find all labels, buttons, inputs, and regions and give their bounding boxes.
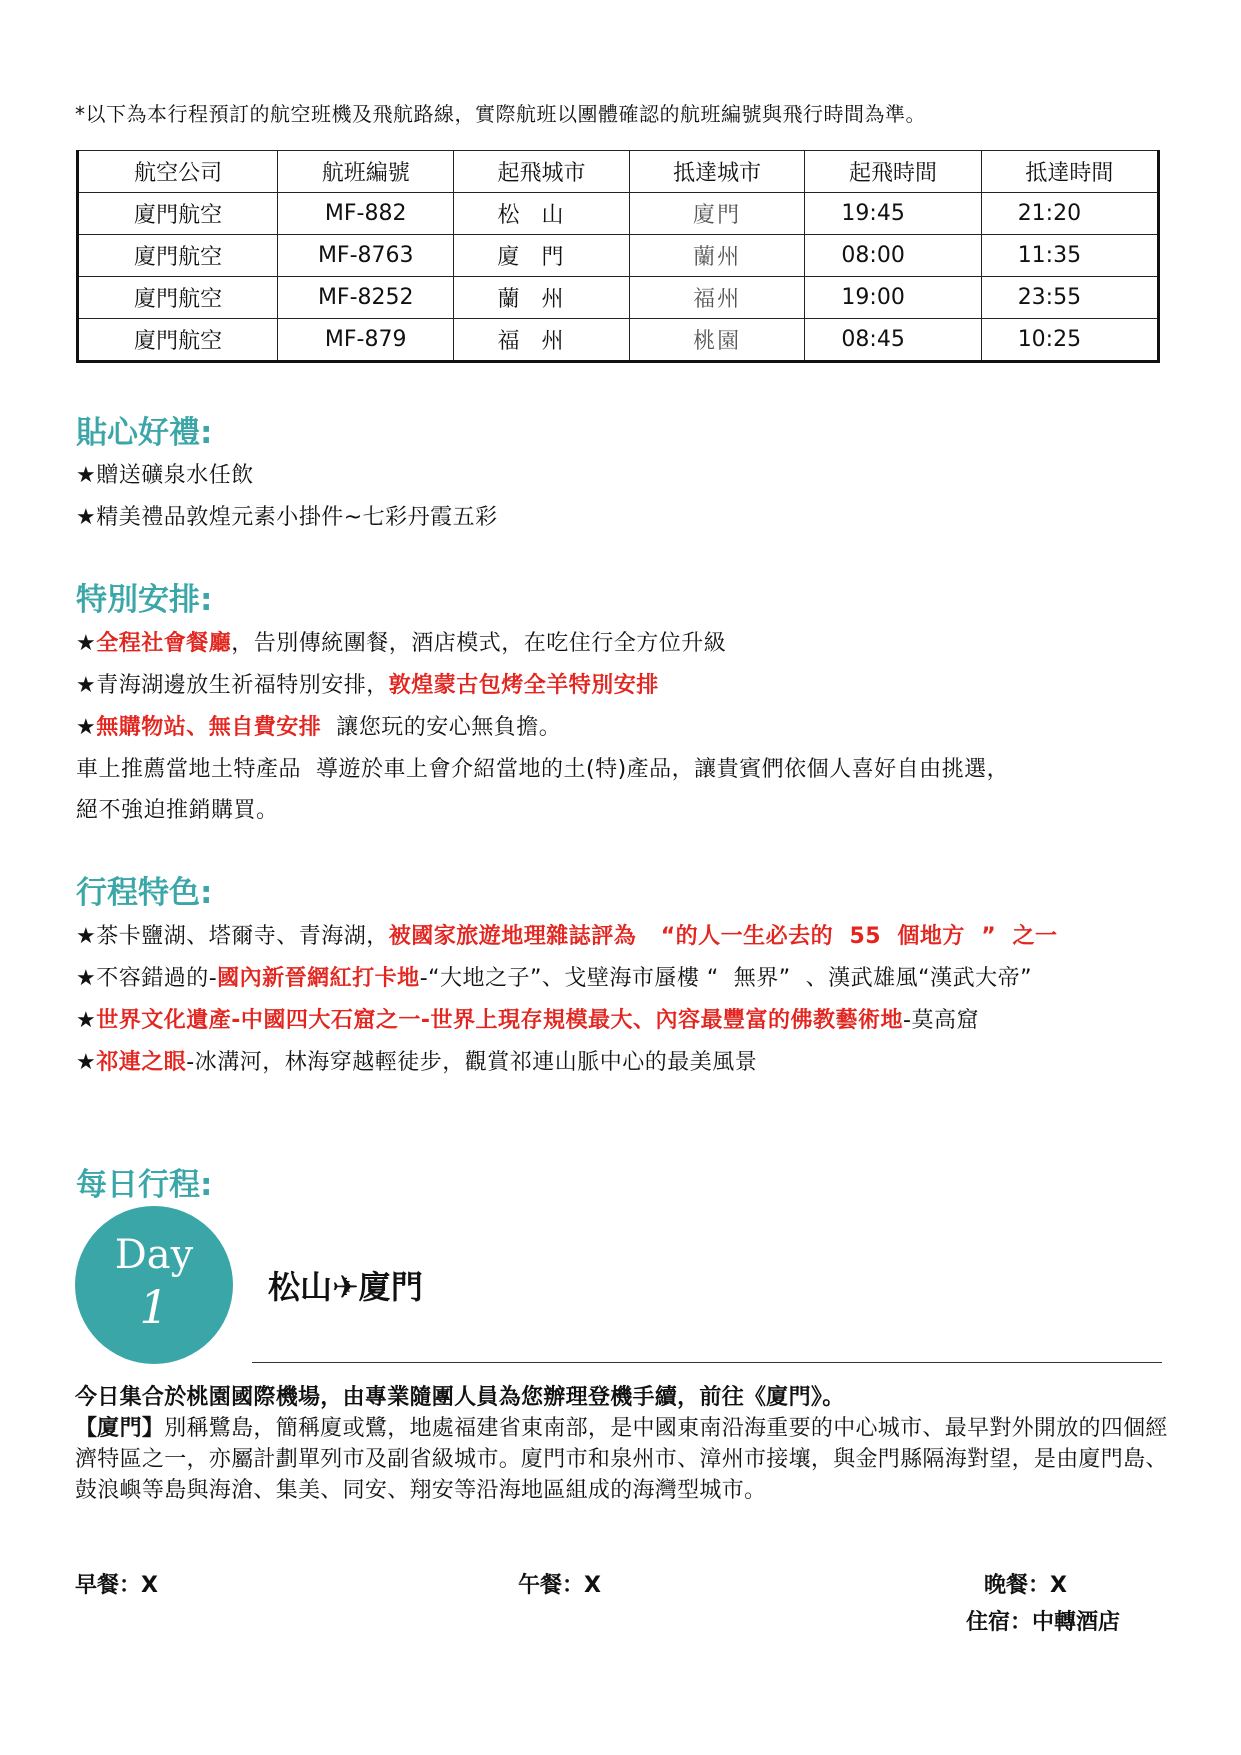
feature-item <box>76 919 1058 950</box>
table-row <box>78 193 1159 235</box>
col-flight-no: 航班編號 <box>278 151 454 193</box>
day-label: Day <box>114 1232 194 1278</box>
flight-notice: *以下為本行程預訂的航空班機及飛航路線，實際航班以團體確認的航班編號與飛行時間為準。 <box>75 102 926 126</box>
table-row <box>78 235 1159 277</box>
cell-from: 廈門 <box>454 235 630 277</box>
day-route-title: 松山✈廈門 <box>268 1268 423 1306</box>
cell-flight: MF-8252 <box>278 277 454 319</box>
cell-flight: MF-8763 <box>278 235 454 277</box>
item-text: 讓您玩的安心無負擔。 <box>321 715 562 740</box>
cell-arr: 23:55 <box>981 277 1158 319</box>
cell-to: 福州 <box>629 277 805 319</box>
star-icon: ★ <box>76 631 97 656</box>
hotel-info: 住宿：中轉酒店 <box>966 1610 1121 1635</box>
features-heading: 行程特色: <box>76 875 213 911</box>
daily-heading: 每日行程: <box>76 1167 213 1203</box>
cell-arr: 11:35 <box>981 235 1158 277</box>
cell-to: 桃園 <box>629 319 805 362</box>
special-item: 車上推薦當地土特產品 導遊於車上會介紹當地的土(特)產品，讓貴賓們依個人喜好自由挑選， <box>76 757 1010 782</box>
item-text: -莫高窟 <box>903 1008 979 1033</box>
city-description <box>75 1413 1175 1506</box>
star-icon: ★ <box>76 715 97 740</box>
item-text: -冰溝河，林海穿越輕徒步，觀賞祁連山脈中心的最美風景 <box>186 1050 758 1075</box>
cell-arr: 21:20 <box>981 193 1158 235</box>
highlight-text: 無購物站、無自費安排 <box>96 715 322 740</box>
highlight-text: 被國家旅遊地理雜誌評為 “的人一生必去的 55 個地方 ” 之一 <box>388 924 1058 949</box>
lunch-info: 午餐：X <box>518 1573 601 1598</box>
flight-table <box>76 150 1160 363</box>
cell-from: 蘭州 <box>454 277 630 319</box>
item-text: ★茶卡鹽湖、塔爾寺、青海湖， <box>76 924 389 949</box>
feature-item <box>76 1003 979 1034</box>
highlight-text: 敦煌蒙古包烤全羊特別安排 <box>388 673 659 698</box>
star-icon: ★ <box>76 1050 97 1075</box>
col-arr: 抵達時間 <box>981 151 1158 193</box>
cell-to: 廈門 <box>629 193 805 235</box>
city-name: 【廈門】 <box>75 1416 165 1441</box>
cell-flight: MF-879 <box>278 319 454 362</box>
flight-table-header <box>78 151 1159 193</box>
cell-dep: 19:00 <box>805 277 981 319</box>
special-item <box>76 626 726 657</box>
item-text: ，告別傳統團餐，酒店模式，在吃住行全方位升級 <box>231 631 727 656</box>
col-to: 抵達城市 <box>629 151 805 193</box>
dinner-info: 晚餐：X <box>984 1573 1067 1598</box>
special-item <box>76 710 561 741</box>
cell-airline: 廈門航空 <box>78 319 278 362</box>
table-row <box>78 277 1159 319</box>
cell-dep: 08:00 <box>805 235 981 277</box>
highlight-text: 全程社會餐廳 <box>96 631 232 656</box>
cell-flight: MF-882 <box>278 193 454 235</box>
gift-item: ★贈送礦泉水任飲 <box>76 463 254 488</box>
special-heading: 特別安排: <box>76 582 213 618</box>
cell-from: 松山 <box>454 193 630 235</box>
highlight-text: 世界文化遺產-中國四大石窟之一-世界上現存規模最大、內容最豐富的佛教藝術地 <box>96 1008 903 1033</box>
day-badge <box>75 1206 233 1364</box>
star-icon: ★ <box>76 1008 97 1033</box>
item-text: -“大地之子”、戈壁海市蜃樓 “ 無界” 、漢武雄風“漢武大帝” <box>419 966 1032 991</box>
highlight-text: 國內新晉網紅打卡地 <box>217 966 420 991</box>
table-row <box>78 319 1159 362</box>
divider <box>252 1362 1162 1363</box>
cell-dep: 08:45 <box>805 319 981 362</box>
item-text: ★不容錯過的- <box>76 966 218 991</box>
day-intro: 今日集合於桃園國際機場，由專業隨團人員為您辦理登機手續，前往《廈門》。 <box>75 1385 845 1410</box>
cell-to: 蘭州 <box>629 235 805 277</box>
cell-airline: 廈門航空 <box>78 277 278 319</box>
col-airline: 航空公司 <box>78 151 278 193</box>
feature-item <box>76 1045 757 1076</box>
special-item: 絕不強迫推銷購買。 <box>76 798 279 823</box>
feature-item <box>76 961 1032 992</box>
special-item <box>76 668 659 699</box>
col-from: 起飛城市 <box>454 151 630 193</box>
gifts-heading: 貼心好禮: <box>76 415 213 451</box>
city-text: 別稱鷺島，簡稱廈或鷺，地處福建省東南部，是中國東南沿海重要的中心城市、最早對外開放的四個經濟特區之一，亦屬計劃單列市及副省級城市。廈門市和泉州市、漳州市接壤，與金門縣隔海對望，是由廈門島、鼓浪嶼等島與海滄、集美、同安、翔安等沿海地區組成的海灣型城市。 <box>75 1416 1168 1503</box>
cell-airline: 廈門航空 <box>78 193 278 235</box>
cell-arr: 10:25 <box>981 319 1158 362</box>
cell-airline: 廈門航空 <box>78 235 278 277</box>
highlight-text: 祁連之眼 <box>96 1050 187 1075</box>
gift-item: ★精美禮品敦煌元素小掛件~七彩丹霞五彩 <box>76 505 498 530</box>
col-dep: 起飛時間 <box>805 151 981 193</box>
cell-from: 福州 <box>454 319 630 362</box>
cell-dep: 19:45 <box>805 193 981 235</box>
item-text: ★青海湖邊放生祈福特別安排， <box>76 673 389 698</box>
day-number: 1 <box>139 1280 169 1334</box>
breakfast-info: 早餐：X <box>75 1573 158 1598</box>
